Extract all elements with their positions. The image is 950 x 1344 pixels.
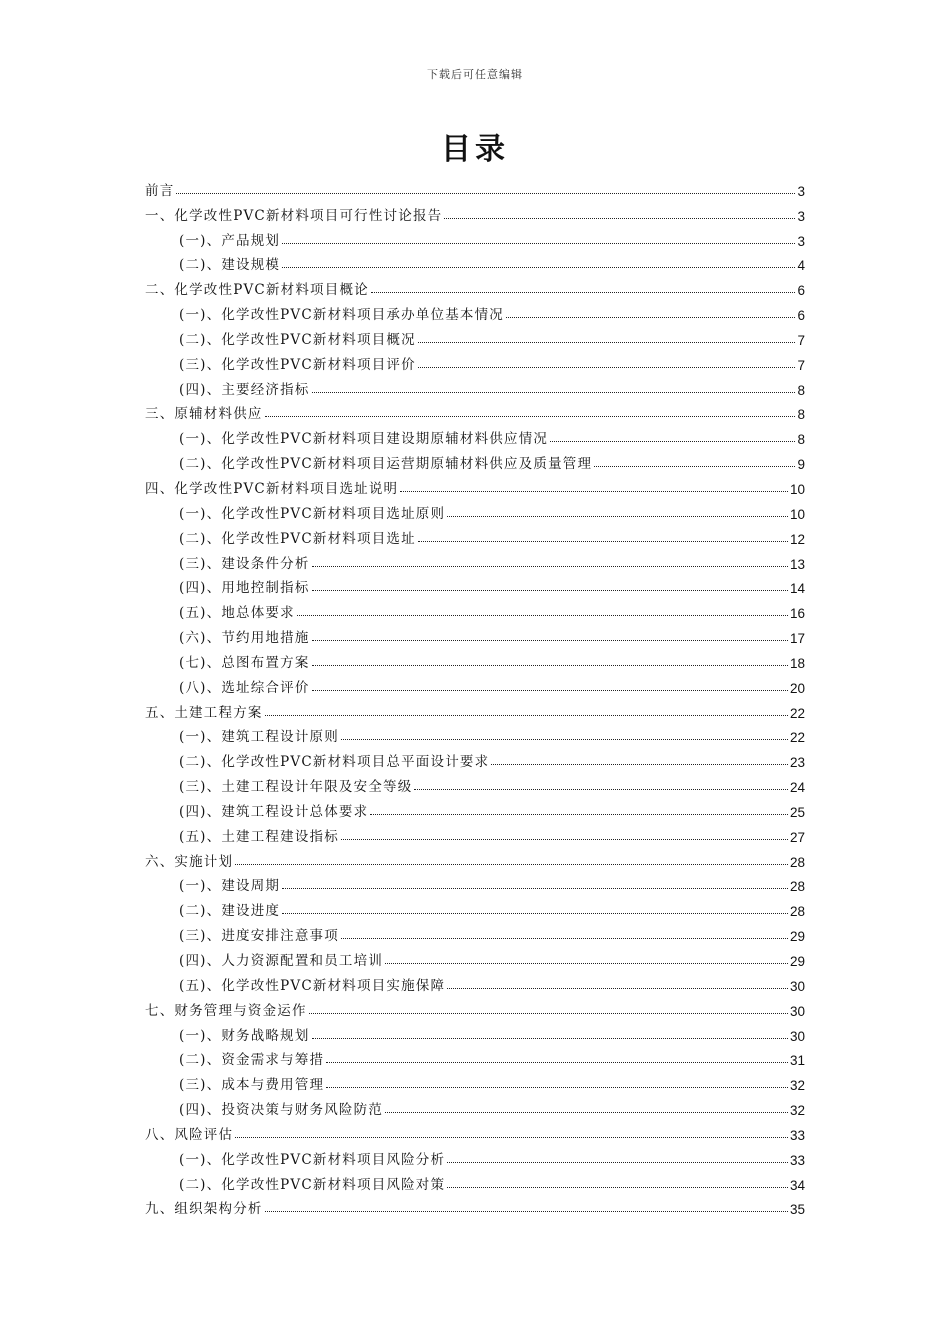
toc-entry-label: (二)、化学改性PVC新材料项目风险对策 [179,1176,446,1193]
toc-entry-page: 17 [789,631,805,647]
toc-entry-label: (四)、建筑工程设计总体要求 [179,803,369,820]
toc-entry[interactable] [145,174,805,199]
table-of-contents [145,174,805,1217]
toc-dot-leader [341,738,788,740]
toc-dot-leader [282,242,795,244]
toc-dot-leader [447,987,788,989]
toc-entry[interactable] [145,944,805,969]
toc-dot-leader [235,863,788,865]
toc-entry-page: 28 [789,879,805,895]
toc-dot-leader [282,266,795,268]
toc-entry-page: 16 [789,606,805,622]
toc-dot-leader [235,1136,788,1138]
toc-entry-page: 33 [789,1127,805,1143]
toc-dot-leader [265,714,788,716]
toc-entry-page: 10 [789,506,805,522]
toc-entry-label: (一)、建筑工程设计原则 [179,729,339,746]
toc-entry-page: 25 [789,804,805,820]
toc-entry[interactable] [145,994,805,1019]
toc-dot-leader [418,540,788,542]
toc-entry-page: 29 [789,954,805,969]
toc-dot-leader [506,316,795,318]
toc-entry-label: (五)、土建工程建设指标 [179,828,339,845]
toc-entry[interactable] [145,572,805,597]
toc-dot-leader [594,465,795,467]
toc-dot-leader [312,1037,788,1039]
toc-entry-page: 23 [789,755,805,771]
toc-entry-label: (三)、进度安排注意事项 [179,928,339,945]
toc-dot-leader [444,217,795,219]
toc-entry[interactable] [145,447,805,472]
toc-dot-leader [491,763,788,765]
toc-entry-page: 22 [789,730,805,746]
toc-entry-page: 7 [797,332,805,348]
toc-dot-leader [341,937,788,939]
toc-entry-label: 七、财务管理与资金运作 [145,1002,307,1019]
toc-entry-label: (八)、选址综合评价 [179,679,310,696]
toc-dot-leader [309,1012,788,1014]
toc-dot-leader [312,639,788,641]
toc-entry-page: 10 [789,481,805,497]
toc-entry-page: 6 [797,283,805,299]
toc-dot-leader [282,912,788,914]
toc-dot-leader [447,1186,788,1188]
toc-entry-label: (二)、化学改性PVC新材料项目运营期原辅材料供应及质量管理 [179,456,593,473]
toc-entry[interactable] [145,795,805,820]
toc-entry[interactable] [145,298,805,323]
toc-entry-page: 28 [789,854,805,870]
toc-entry-label: (三)、化学改性PVC新材料项目评价 [179,356,416,373]
toc-entry[interactable] [145,472,805,497]
toc-entry[interactable] [145,224,805,249]
toc-entry-label: (五)、化学改性PVC新材料项目实施保障 [179,977,446,994]
toc-dot-leader [297,614,788,616]
toc-entry-label: (四)、人力资源配置和员工培训 [179,953,384,969]
toc-entry-label: 六、实施计划 [145,853,234,870]
toc-entry-label: (六)、节约用地措施 [179,630,310,647]
toc-entry[interactable] [145,770,805,795]
toc-entry-label: (一)、建设周期 [179,878,281,895]
toc-entry-label: 三、原辅材料供应 [145,406,263,423]
toc-entry[interactable] [145,1068,805,1093]
toc-entry[interactable] [145,646,805,671]
toc-entry[interactable] [145,1143,805,1168]
toc-entry-page: 14 [789,581,805,597]
toc-entry-label: (二)、资金需求与筹措 [179,1052,325,1069]
toc-dot-leader [418,341,796,343]
toc-entry-label: (五)、地总体要求 [179,605,295,622]
toc-entry-label: (四)、主要经济指标 [179,381,310,398]
toc-entry[interactable] [145,1044,805,1069]
toc-entry[interactable] [145,249,805,274]
toc-entry[interactable] [145,398,805,423]
toc-dot-leader [282,887,788,889]
toc-entry-page: 12 [789,531,805,547]
toc-dot-leader [312,391,796,393]
toc-entry-page: 30 [789,978,805,994]
toc-dot-leader [312,664,788,666]
toc-dot-leader [385,962,788,964]
toc-entry-page: 8 [797,407,805,423]
toc-entry-page: 6 [797,308,805,324]
toc-entry-page: 22 [789,705,805,721]
toc-entry-page: 32 [789,1103,805,1119]
toc-dot-leader [265,415,796,417]
toc-entry[interactable] [145,199,805,224]
toc-entry[interactable] [145,696,805,721]
toc-dot-leader [265,1210,788,1212]
toc-entry[interactable] [145,894,805,919]
toc-entry-label: (一)、化学改性PVC新材料项目选址原则 [179,505,446,522]
toc-dot-leader [447,515,788,517]
toc-entry-page: 29 [789,929,805,945]
toc-dot-leader [370,813,788,815]
toc-entry-label: 五、土建工程方案 [145,704,263,721]
toc-entry-label: (七)、总图布置方案 [179,654,310,671]
toc-title: 目录 [441,132,509,167]
toc-entry-label: (一)、化学改性PVC新材料项目承办单位基本情况 [179,307,504,324]
toc-entry-label: (四)、投资决策与财务风险防范 [179,1102,384,1119]
toc-dot-leader [326,1061,788,1063]
toc-dot-leader [550,440,795,442]
toc-entry-label: 二、化学改性PVC新材料项目概论 [145,282,369,299]
toc-entry-page: 27 [789,829,805,845]
toc-entry[interactable] [145,1093,805,1118]
toc-entry-label: (三)、建设条件分析 [179,555,310,572]
toc-entry-label: (二)、建设进度 [179,903,281,920]
toc-entry[interactable] [145,721,805,746]
toc-entry-page: 20 [789,680,805,696]
toc-entry[interactable] [145,522,805,547]
toc-entry-label: 八、风险评估 [145,1126,234,1143]
toc-entry-page: 33 [789,1152,805,1168]
toc-entry-page: 31 [789,1053,805,1069]
toc-entry-page: 3 [797,208,805,224]
toc-entry-page: 3 [797,183,805,199]
toc-entry[interactable] [145,745,805,770]
toc-entry[interactable] [145,497,805,522]
toc-entry[interactable] [145,1168,805,1193]
toc-dot-leader [371,291,796,293]
toc-entry[interactable] [145,273,805,298]
toc-entry-page: 18 [789,655,805,671]
toc-entry-label: (二)、化学改性PVC新材料项目总平面设计要求 [179,754,490,771]
toc-entry[interactable] [145,323,805,348]
toc-entry[interactable] [145,919,805,944]
toc-entry-label: (三)、成本与费用管理 [179,1077,325,1094]
toc-dot-leader [312,565,788,567]
toc-entry-label: (二)、建设规模 [179,257,281,274]
toc-entry-label: (一)、产品规划 [179,232,281,249]
toc-entry-label: (一)、财务战略规划 [179,1027,310,1044]
toc-entry-page: 30 [789,1003,805,1019]
toc-entry-page: 35 [789,1202,805,1218]
toc-dot-leader [341,838,788,840]
toc-dot-leader [447,1161,788,1163]
toc-entry[interactable] [145,596,805,621]
toc-entry-label: (二)、化学改性PVC新材料项目选址 [179,530,416,547]
page-header: 下载后可任意编辑 [427,68,523,81]
toc-entry-label: (一)、化学改性PVC新材料项目风险分析 [179,1151,446,1168]
toc-entry[interactable] [145,1118,805,1143]
toc-entry[interactable] [145,870,805,895]
toc-entry[interactable] [145,1193,805,1218]
toc-entry-page: 34 [789,1177,805,1193]
toc-entry[interactable] [145,348,805,373]
toc-entry-page: 7 [797,357,805,373]
toc-entry-page: 3 [797,233,805,249]
toc-dot-leader [312,589,788,591]
toc-entry-label: (三)、土建工程设计年限及安全等级 [179,779,413,796]
toc-entry[interactable] [145,422,805,447]
toc-entry[interactable] [145,845,805,870]
toc-entry[interactable] [145,373,805,398]
toc-dot-leader [326,1086,788,1088]
toc-dot-leader [176,192,795,194]
toc-dot-leader [400,490,788,492]
toc-entry[interactable] [145,547,805,572]
toc-entry-page: 13 [789,556,805,572]
toc-entry[interactable] [145,820,805,845]
toc-dot-leader [418,366,796,368]
toc-entry-label: (一)、化学改性PVC新材料项目建设期原辅材料供应情况 [179,431,549,448]
toc-entry-page: 28 [789,904,805,920]
toc-entry-page: 8 [797,382,805,398]
toc-entry-page: 9 [797,457,805,473]
toc-entry-label: (四)、用地控制指标 [179,580,310,597]
toc-dot-leader [312,689,788,691]
toc-entry[interactable] [145,969,805,994]
toc-entry-label: 四、化学改性PVC新材料项目选址说明 [145,480,399,497]
toc-entry[interactable] [145,621,805,646]
toc-entry-page: 32 [789,1078,805,1094]
toc-dot-leader [414,788,788,790]
toc-entry-page: 8 [797,432,805,448]
toc-entry-page: 24 [789,780,805,796]
toc-entry-page: 30 [789,1028,805,1044]
toc-entry-label: (二)、化学改性PVC新材料项目概况 [179,331,416,348]
toc-entry-label: 九、组织架构分析 [145,1201,263,1218]
toc-entry-label: 前言 [145,182,175,199]
toc-entry[interactable] [145,671,805,696]
toc-entry-label: 一、化学改性PVC新材料项目可行性讨论报告 [145,207,443,224]
toc-dot-leader [385,1111,788,1113]
toc-entry[interactable] [145,1019,805,1044]
toc-entry-page: 4 [797,258,805,274]
